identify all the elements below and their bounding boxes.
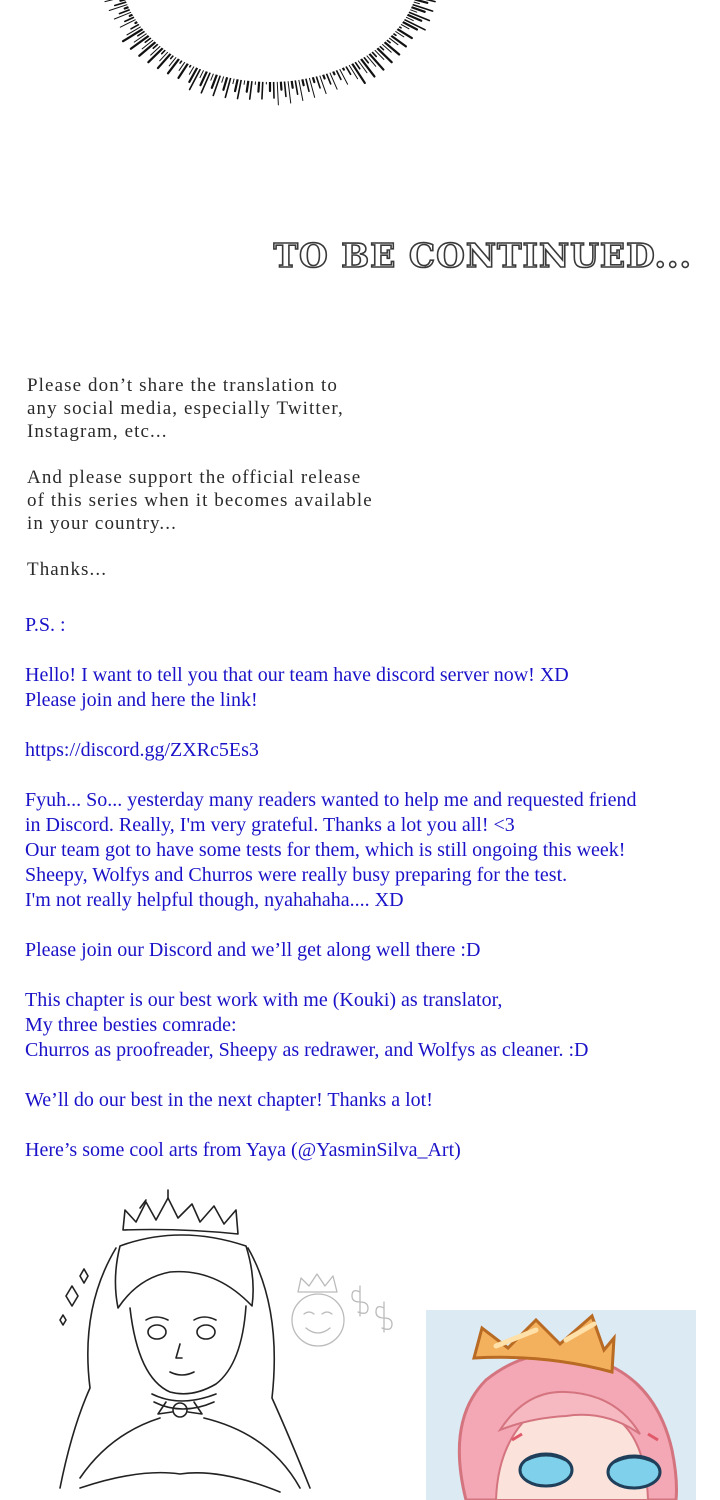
fan-art-chibi: [426, 1310, 696, 1500]
notice-paragraph: Please don’t share the translation to any social media, especially Twitter, Instagram, etc...: [27, 375, 344, 442]
postscript-paragraph: We’ll do our best in the next chapter! Thanks a lot!: [25, 1089, 433, 1111]
fan-art-sketch: [20, 1188, 420, 1500]
postscript-paragraph: Here’s some cool arts from Yaya (@YasminSilva_Art): [25, 1139, 461, 1161]
dollar-icon: [352, 1286, 368, 1316]
postscript-paragraph: This chapter is our best work with me (Kouki) as translator, My three besties comrade: Churros as proofreader, Sheepy as redrawer, and Wolfys as cleaner. :D: [25, 989, 589, 1061]
notice-thanks: Thanks...: [27, 559, 108, 580]
bow-icon: [173, 1403, 187, 1417]
sparkle-icon: [60, 1269, 88, 1325]
postscript-paragraph: Hello! I want to tell you that our team have discord server now! XD Please join and here the link!: [25, 664, 569, 711]
ink-burst-illustration: [60, 0, 480, 130]
crown-icon: [123, 1198, 238, 1234]
small-crown-icon: [298, 1274, 337, 1292]
discord-link[interactable]: https://discord.gg/ZXRc5Es3: [25, 739, 259, 761]
postscript-paragraph: Fyuh... So... yesterday many readers wanted to help me and requested friend in Discord. Really, I'm very grateful. Thanks a lot you all! <3 Our team got to have some tests for them, which is still ongoing this week! Sheepy, Wolfys and Churros were really busy preparing for the test. I'm not really helpful though, nyahahaha.... XD: [25, 789, 637, 911]
to-be-continued-title: TO BE CONTINUED...: [273, 236, 692, 275]
postscript-message: [25, 613, 715, 1188]
postscript-paragraph: Please join our Discord and we’ll get along well there :D: [25, 939, 481, 961]
translator-notice: [27, 374, 447, 604]
postscript-label: P.S. :: [25, 614, 66, 636]
notice-paragraph: And please support the official release of this series when it becomes available in your country...: [27, 467, 373, 534]
